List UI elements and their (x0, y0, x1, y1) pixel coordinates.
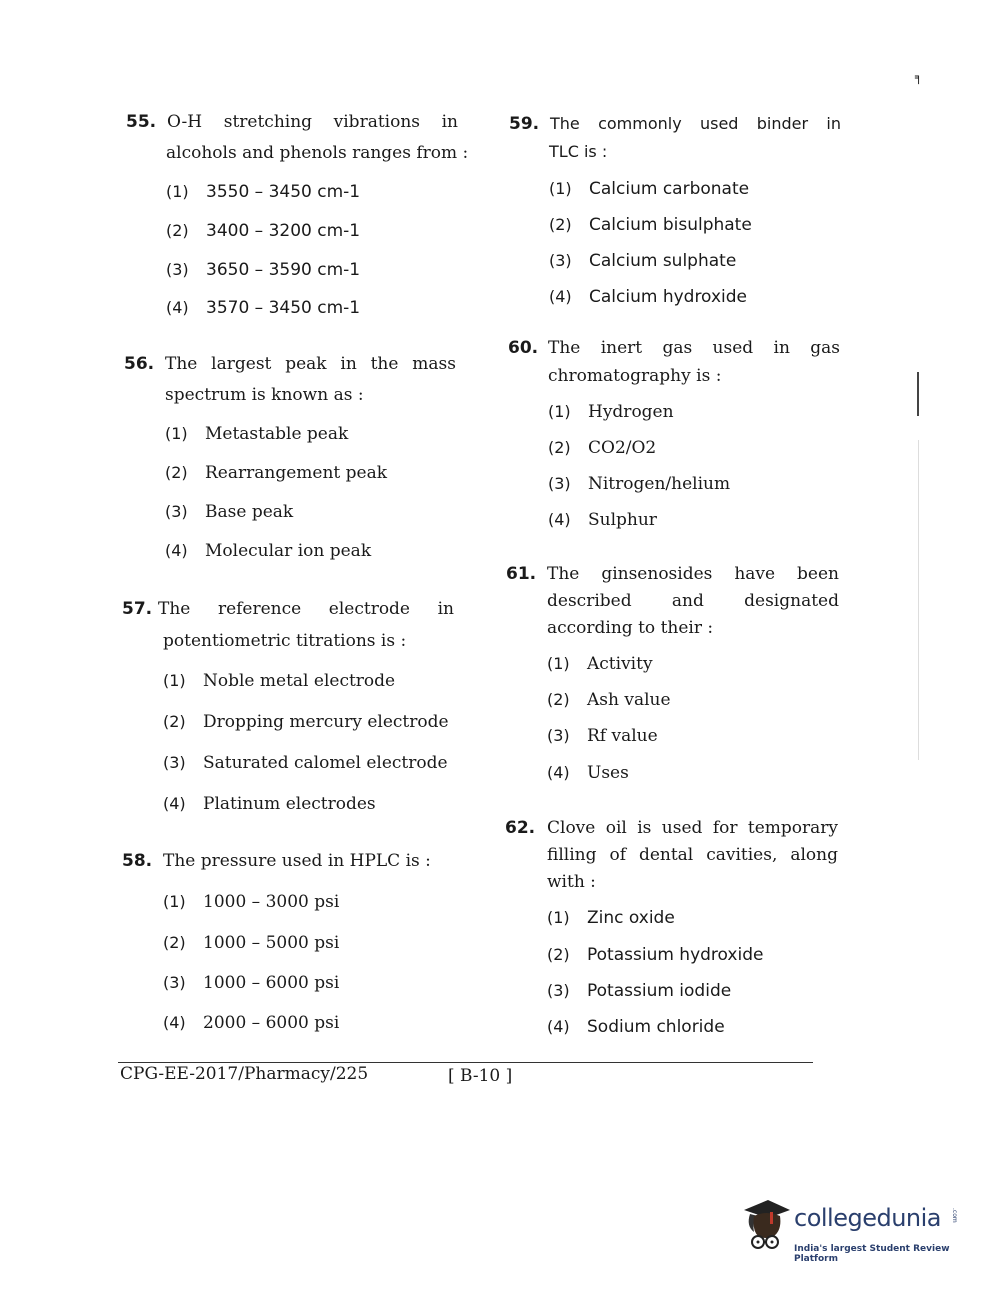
option-3[interactable]: (3) Rf value (547, 726, 658, 746)
question-60 (508, 338, 843, 538)
option-1[interactable]: (1) Noble metal electrode (163, 671, 396, 691)
option-1[interactable]: (1) Hydrogen (548, 402, 674, 422)
question-55 (126, 112, 469, 322)
question-text-line2: filling of dental cavities, along (547, 845, 838, 865)
option-2[interactable]: (2) Dropping mercury electrode (163, 712, 449, 732)
question-number: 62. (505, 818, 536, 838)
question-number: 55. (126, 112, 157, 132)
option-3[interactable]: (3) Saturated calomel electrode (163, 753, 448, 773)
option-2[interactable]: (2) Calcium bisulphate (549, 215, 752, 235)
question-text-line1: The pressure used in HPLC is : (163, 851, 431, 871)
option-2[interactable]: (2) Potassium hydroxide (547, 945, 764, 965)
option-4[interactable]: (4) 3570 – 3450 cm-1 (166, 298, 361, 318)
logo-wordmark: collegedunia (794, 1204, 942, 1232)
question-text-line2: spectrum is known as : (165, 385, 364, 405)
question-56 (124, 354, 459, 569)
question-number: 56. (124, 354, 155, 374)
question-text-line1: The largest peak in the mass (165, 354, 456, 374)
question-number: 58. (122, 851, 153, 871)
option-3[interactable]: (3) Potassium iodide (547, 981, 732, 1001)
question-text-line2: described and designated (547, 591, 839, 611)
option-3[interactable]: (3) Base peak (165, 502, 294, 522)
question-59 (509, 114, 844, 314)
question-text-line2: potentiometric titrations is : (163, 631, 407, 651)
option-2[interactable]: (2) 3400 – 3200 cm-1 (166, 221, 361, 241)
question-text-line1: Clove oil is used for temporary (547, 818, 838, 838)
option-4[interactable]: (4) 2000 – 6000 psi (163, 1013, 340, 1033)
question-number: 57. (122, 599, 153, 619)
question-58 (122, 851, 459, 1041)
question-text-line1: The inert gas used in gas (548, 338, 840, 358)
question-text-line3: with : (547, 872, 596, 892)
question-text-line3: according to their : (547, 618, 714, 638)
question-62 (505, 818, 842, 1043)
option-4[interactable]: (4) Molecular ion peak (165, 541, 372, 561)
question-text-line1: O-H stretching vibrations in (167, 112, 458, 132)
option-2[interactable]: (2) 1000 – 5000 psi (163, 933, 340, 953)
option-1[interactable]: (1) 1000 – 3000 psi (163, 892, 340, 912)
option-2[interactable]: (2) CO2/O2 (548, 438, 657, 458)
question-text-line2: TLC is : (549, 142, 608, 161)
option-1[interactable]: (1) Activity (547, 654, 653, 674)
question-number: 59. (509, 114, 540, 134)
question-number: 61. (506, 564, 537, 584)
option-3[interactable]: (3) 1000 – 6000 psi (163, 973, 340, 993)
question-number: 60. (508, 338, 539, 358)
option-2[interactable]: (2) Rearrangement peak (165, 463, 388, 483)
page-number: [ B-10 ] (448, 1066, 513, 1086)
option-2[interactable]: (2) Ash value (547, 690, 671, 710)
option-4[interactable]: (4) Sodium chloride (547, 1017, 725, 1037)
option-3[interactable]: (3) Nitrogen/helium (548, 474, 731, 494)
question-text-line2: alcohols and phenols ranges from : (166, 143, 469, 163)
question-57 (122, 599, 459, 819)
paper-code: CPG-EE-2017/Pharmacy/225 (120, 1064, 369, 1084)
option-4[interactable]: (4) Platinum electrodes (163, 794, 376, 814)
corner-mark: ╕ (915, 70, 923, 84)
option-1[interactable]: (1) 3550 – 3450 cm-1 (166, 182, 361, 202)
question-text-line1: The ginsenosides have been (547, 564, 839, 584)
option-1[interactable]: (1) Zinc oxide (547, 908, 675, 928)
question-text-line1: The reference electrode in (158, 599, 454, 619)
collegedunia-logo[interactable] (736, 1196, 961, 1264)
option-1[interactable]: (1) Calcium carbonate (549, 179, 750, 199)
option-4[interactable]: (4) Uses (547, 763, 629, 783)
margin-line (918, 440, 919, 760)
option-3[interactable]: (3) 3650 – 3590 cm-1 (166, 260, 361, 280)
question-text-line2: chromatography is : (548, 366, 722, 386)
margin-bar (917, 372, 919, 416)
question-61 (506, 564, 843, 789)
option-4[interactable]: (4) Calcium hydroxide (549, 287, 747, 307)
footer-rule (118, 1062, 813, 1063)
option-1[interactable]: (1) Metastable peak (165, 424, 349, 444)
mascot-icon (736, 1196, 794, 1258)
logo-suffix: .com (951, 1208, 958, 1223)
option-3[interactable]: (3) Calcium sulphate (549, 251, 737, 271)
question-text-line1: The commonly used binder in (550, 114, 841, 133)
logo-tagline: India's largest Student Review Platform (794, 1244, 950, 1264)
option-4[interactable]: (4) Sulphur (548, 510, 657, 530)
